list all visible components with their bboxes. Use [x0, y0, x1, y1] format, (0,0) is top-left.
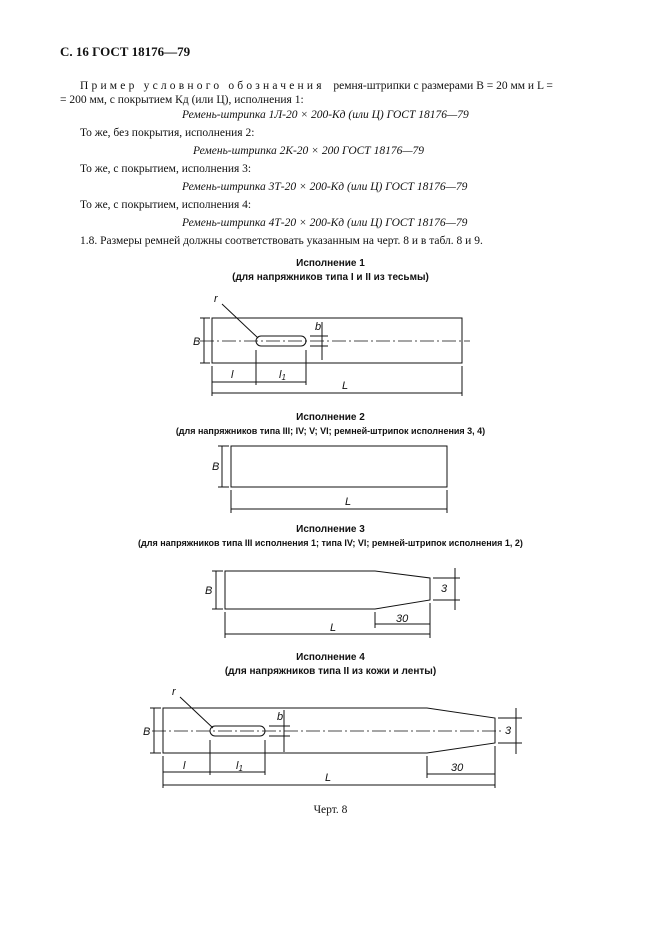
- note-4: То же, с покрытием, исполнения 4:: [80, 199, 252, 211]
- example-line-1: [80, 79, 553, 93]
- figure-footer: Черт. 8: [313, 804, 348, 816]
- dim-3-label-4: 3: [505, 725, 512, 737]
- dim-l1-label: l1: [279, 369, 286, 382]
- dim-B-label-2: B: [212, 461, 220, 473]
- dim-b-label: b: [315, 321, 322, 333]
- dim-B-label: B: [193, 336, 201, 348]
- dim-B-label-3: B: [205, 585, 213, 597]
- dim-r-label: r: [214, 293, 218, 305]
- dim-30-label-4: 30: [451, 762, 464, 774]
- example-lead: Пример условного обозначения: [80, 80, 325, 92]
- dim-B-label-4: B: [143, 726, 151, 738]
- designation-1: Ремень-штрипка 1Л-20 × 200-Кд (или Ц) ГОСТ 18176—79: [182, 109, 469, 121]
- clause-1-8: 1.8. Размеры ремней должны соответствовать указанным на черт. 8 и в табл. 8 и 9.: [80, 235, 483, 247]
- dim-b-label-4: b: [277, 711, 284, 723]
- figure-3-title: Исполнение 3: [296, 524, 365, 535]
- example-line-2: = 200 мм, с покрытием Кд (или Ц), исполнения 1:: [60, 94, 304, 106]
- figure-1-title: Исполнение 1: [296, 258, 365, 269]
- figure-4-drawing: [0, 684, 661, 794]
- dim-l1-label-4: l1: [236, 760, 243, 773]
- designation-2: Ремень-штрипка 2К-20 × 200 ГОСТ 18176—79: [193, 145, 425, 157]
- note-3: То же, с покрытием, исполнения 3:: [80, 163, 252, 175]
- dim-l-label-4: l: [183, 760, 186, 772]
- designation-3: Ремень-штрипка 3Т-20 × 200-Кд (или Ц) ГОСТ 18176—79: [182, 181, 468, 193]
- dim-L-label-3: L: [330, 622, 337, 634]
- dim-r-label-4: r: [172, 686, 176, 698]
- dim-3-label-3: 3: [441, 583, 448, 595]
- dim-l-label: l: [231, 369, 234, 381]
- note-2: То же, без покрытия, исполнения 2:: [80, 127, 255, 139]
- page-header: С. 16 ГОСТ 18176—79: [60, 44, 191, 59]
- example-lead-rest: ремня-штрипки с размерами B = 20 мм и L =: [333, 80, 553, 92]
- figure-2-drawing: [0, 440, 661, 515]
- figure-2-title: Исполнение 2: [296, 412, 365, 423]
- figure-2-subtitle: (для напряжников типа III; IV; V; VI; ремней-штрипок исполнения 3, 4): [175, 426, 486, 436]
- figure-4-subtitle: (для напряжников типа II из кожи и ленты): [224, 666, 437, 677]
- dim-L-label-4: L: [325, 772, 332, 784]
- figure-4-title: Исполнение 4: [296, 652, 365, 663]
- figure-1-drawing: [0, 290, 661, 400]
- dim-L-label: L: [342, 380, 349, 392]
- figure-1-subtitle: (для напряжников типа I и II из тесьмы): [232, 272, 429, 283]
- figure-3-subtitle: (для напряжников типа III исполнения 1; типа IV; VI; ремней-штрипок исполнения 1, 2): [138, 538, 523, 548]
- designation-4: Ремень-штрипка 4Т-20 × 200-Кд (или Ц) ГОСТ 18176—79: [182, 217, 468, 229]
- dim-30-label-3: 30: [396, 613, 409, 625]
- figure-3-drawing: [0, 560, 661, 640]
- dim-L-label-2: L: [345, 496, 352, 508]
